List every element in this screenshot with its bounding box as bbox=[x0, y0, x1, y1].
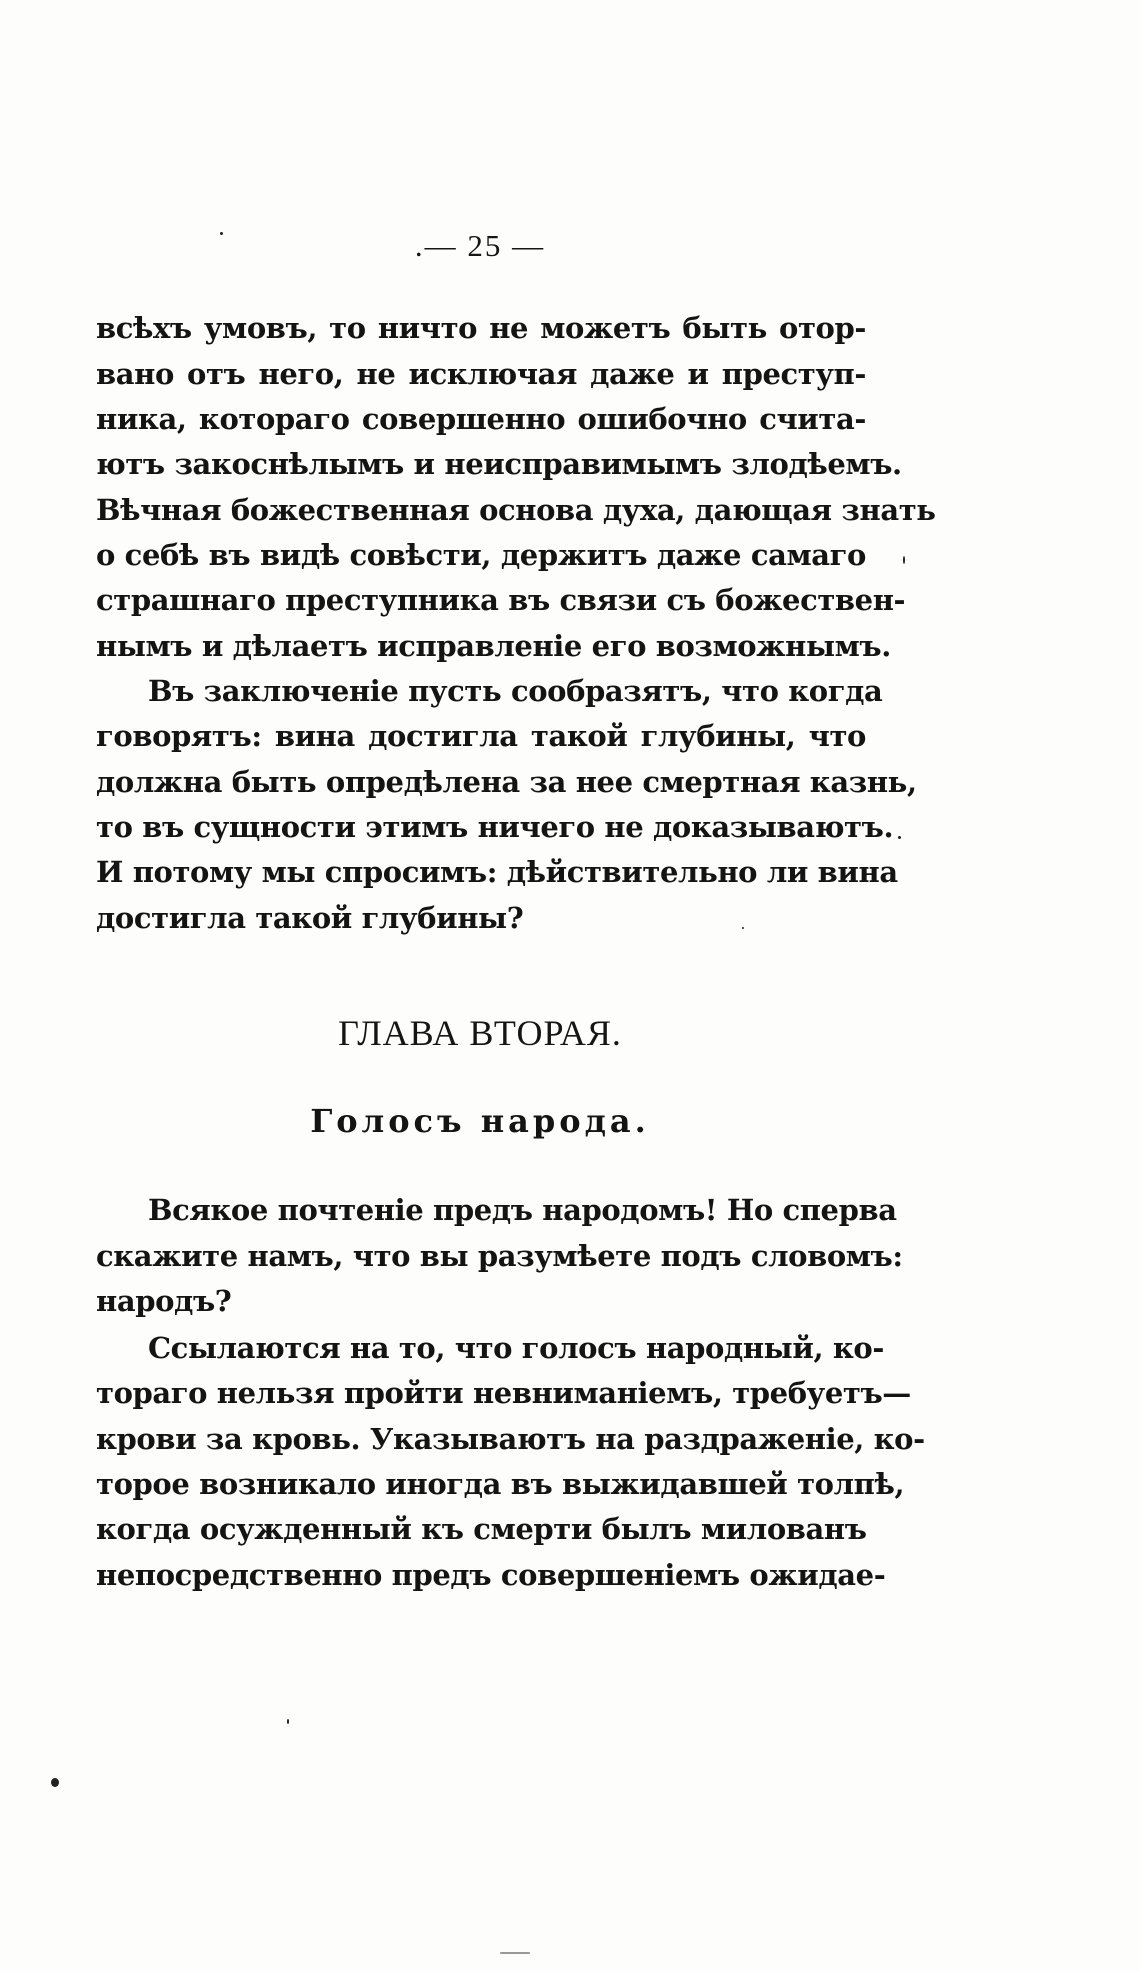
text-line: крови за кровь. Указываютъ на раздраженіе, ко- bbox=[96, 1422, 925, 1456]
text-line: о себѣ въ видѣ совѣсти, держитъ даже самаго bbox=[96, 538, 866, 572]
text-line: говорятъ: вина достигла такой глубины, что bbox=[96, 719, 866, 753]
text-line: достигла такой глубины? bbox=[96, 901, 524, 935]
text-line: торое возникало иногда въ выжидавшей толпѣ, bbox=[96, 1467, 905, 1501]
text-line: вано отъ него, не исключая даже и преступ- bbox=[96, 357, 866, 391]
print-speck bbox=[903, 556, 905, 564]
text-line: то въ сущности этимъ ничего не доказываютъ. bbox=[96, 810, 894, 844]
print-speck bbox=[51, 1778, 59, 1787]
text-line: скажите намъ, что вы разумѣете подъ словомъ: bbox=[96, 1239, 903, 1273]
text-line: тораго нельзя пройти невниманіемъ, требуетъ— bbox=[96, 1376, 911, 1410]
print-speck bbox=[287, 1719, 289, 1724]
text-line: народъ? bbox=[96, 1284, 232, 1318]
text-line: нымъ и дѣлаетъ исправленіе его возможнымъ. bbox=[96, 629, 891, 663]
chapter-title: ГЛАВА ВТОРАЯ. bbox=[338, 1013, 622, 1053]
page-number: .— 25 — bbox=[414, 228, 546, 263]
section-title: Голосъ народа. bbox=[310, 1102, 650, 1140]
text-line: ютъ закоснѣлымъ и неисправимымъ злодѣемъ. bbox=[96, 447, 902, 481]
text-line: Въ заключеніе пусть сообразятъ, что когда bbox=[148, 674, 883, 708]
text-line: Ссылаются на то, что голосъ народный, ко- bbox=[148, 1331, 884, 1365]
text-line: Вѣчная божественная основа духа, дающая знать bbox=[96, 493, 936, 527]
text-line: ника, котораго совершенно ошибочно счита- bbox=[96, 402, 866, 436]
text-line: Всякое почтеніе предъ народомъ! Но сперва bbox=[148, 1193, 897, 1227]
text-line: непосредственно предъ совершеніемъ ожидае- bbox=[96, 1558, 886, 1592]
text-line: страшнаго преступника въ связи съ божествен- bbox=[96, 583, 906, 617]
text-line: должна быть опредѣлена за нее смертная казнь, bbox=[96, 765, 917, 799]
print-speck bbox=[220, 232, 223, 235]
print-speck bbox=[500, 1952, 530, 1954]
text-line: всѣхъ умовъ, то ничто не можетъ быть отор- bbox=[96, 311, 866, 345]
text-line: И потому мы спросимъ: дѣйствительно ли вина bbox=[96, 855, 898, 889]
print-speck bbox=[898, 836, 901, 839]
print-speck bbox=[742, 927, 744, 929]
text-line: когда осужденный къ смерти былъ милованъ bbox=[96, 1512, 867, 1546]
